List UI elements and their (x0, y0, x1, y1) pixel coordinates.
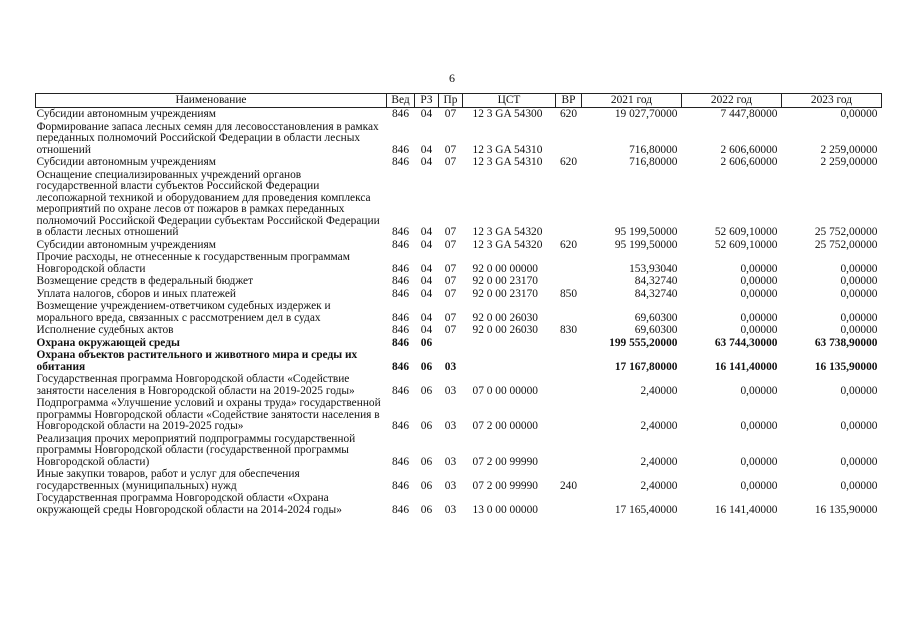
cell-ved: 846 (391, 275, 410, 287)
cell-rz: 06 (420, 479, 433, 492)
cell-rz: 06 (420, 336, 433, 349)
cell-vr: 240 (559, 479, 578, 492)
cell-2021: 84,32740 (634, 275, 678, 287)
cell-2022: 16 141,40000 (714, 503, 778, 516)
cell-ved: 846 (391, 420, 410, 432)
cell-name: Уплата налогов, сборов и иных платежей (36, 287, 236, 300)
cell-ved: 846 (391, 262, 410, 275)
table-row (36, 373, 882, 397)
cell-ved: 846 (391, 143, 410, 156)
cell-cst: 92 0 00 23170 (472, 287, 538, 300)
cell-ved: 846 (391, 503, 410, 516)
cell-ved: 846 (391, 287, 410, 300)
cell-cst: 07 2 00 99990 (472, 479, 538, 492)
cell-rz: 04 (420, 275, 433, 287)
cell-rz: 04 (420, 108, 433, 120)
cell-2023: 25 752,00000 (814, 238, 878, 251)
cell-name: Возмещение учреждением-ответчиком судебных издержек и морального вреда, связанных с рассмотрением дел в судах (36, 300, 331, 324)
cell-2022: 0,00000 (740, 262, 778, 275)
cell-ved: 846 (391, 324, 410, 336)
table-row (36, 433, 882, 469)
cell-cst: 12 3 GA 54300 (472, 108, 543, 120)
cell-name: Возмещение средств в федеральный бюджет (36, 275, 254, 287)
header-2022: 2022 год (682, 94, 782, 108)
cell-2021: 2,40000 (640, 479, 678, 492)
cell-pr: 03 (444, 384, 457, 397)
table-header-row (36, 94, 882, 108)
cell-2022: 52 609,10000 (714, 226, 778, 238)
table-row (36, 397, 882, 433)
cell-ved: 846 (391, 156, 410, 168)
page-number: 6 (449, 71, 455, 85)
cell-2023: 0,00000 (840, 384, 878, 397)
cell-rz: 06 (420, 360, 433, 373)
cell-name: Подпрограмма «Улучшение условий и охраны труда» государственной программы Новгородской области «Содействие занятости населения в Новгородской области на 2019-2025 годы» (36, 397, 381, 432)
cell-ved: 846 (391, 360, 410, 373)
cell-pr (439, 337, 463, 350)
cell-rz: 04 (420, 226, 433, 238)
cell-name: Формирование запаса лесных семян для лесовосстановления в рамках переданных полномочий Российской Федерации в области лесных отношений (36, 120, 379, 156)
table-row (36, 156, 882, 169)
cell-2023: 63 738,90000 (814, 336, 878, 349)
header-name: Наименование (36, 94, 387, 108)
header-vr: ВР (556, 94, 582, 108)
cell-pr: 07 (444, 262, 457, 275)
cell-2023: 25 752,00000 (814, 226, 878, 238)
cell-ved: 846 (391, 455, 410, 468)
cell-cst: 12 3 GA 54310 (472, 143, 543, 156)
cell-rz: 06 (420, 455, 433, 468)
cell-2023: 0,00000 (840, 287, 878, 300)
cell-pr: 07 (444, 108, 457, 120)
cell-2021: 153,93040 (629, 262, 678, 275)
cell-name: Государственная программа Новгородской области «Охрана окружающей среды Новгородской области на 2014-2024 годы» (36, 492, 342, 516)
table-row (36, 121, 882, 157)
cell-vr (556, 251, 582, 275)
cell-2023: 0,00000 (840, 311, 878, 324)
cell-ved: 846 (391, 479, 410, 492)
cell-vr (556, 275, 582, 288)
cell-ved: 846 (391, 311, 410, 324)
cell-rz: 04 (420, 143, 433, 156)
cell-2023: 0,00000 (840, 420, 878, 432)
cell-rz: 04 (420, 287, 433, 300)
cell-vr (556, 373, 582, 397)
cell-cst: 92 0 00 26030 (472, 324, 538, 336)
cell-vr: 620 (559, 156, 578, 168)
table-row (36, 239, 882, 252)
cell-rz: 06 (420, 503, 433, 516)
cell-vr: 850 (559, 287, 578, 300)
cell-2023: 0,00000 (840, 275, 878, 287)
cell-vr (556, 433, 582, 469)
cell-cst: 07 0 00 00000 (472, 384, 538, 397)
table-row (36, 337, 882, 350)
cell-name: Государственная программа Новгородской области «Содействие занятости населения в Новгородской области на 2019-2025 годы» (36, 373, 355, 397)
cell-rz: 04 (420, 324, 433, 336)
header-2021: 2021 год (582, 94, 682, 108)
cell-2023: 0,00000 (840, 479, 878, 492)
cell-rz: 04 (420, 156, 433, 168)
cell-2021: 69,60300 (634, 324, 678, 336)
cell-pr: 03 (444, 479, 457, 492)
cell-vr (556, 492, 582, 516)
cell-pr: 07 (444, 226, 457, 238)
cell-name: Иные закупки товаров, работ и услуг для обеспечения государственных (муниципальных) нужд (36, 468, 300, 492)
cell-2021: 17 167,80000 (614, 360, 678, 373)
header-ved: Вед (387, 94, 415, 108)
header-pr: Пр (439, 94, 463, 108)
cell-name: Субсидии автономным учреждениям (36, 238, 216, 251)
header-cst: ЦСТ (463, 94, 556, 108)
cell-name: Субсидии автономным учреждениям (36, 156, 216, 168)
cell-name: Оснащение специализированных учреждений органов государственной власти субъектов Российской Федерации лесопожарной техникой и оборудованием для проведения комплекса мероприятий по охране лесов от пожаров в рамках переданных полномочий Российской Федерации субъектам Российской Федерации в области лесных отношений (36, 168, 380, 238)
cell-name: Прочие расходы, не отнесенные к государственным программам Новгородской области (36, 251, 350, 275)
cell-2023: 16 135,90000 (814, 360, 878, 373)
cell-pr: 07 (444, 275, 457, 287)
table-row (36, 288, 882, 301)
cell-2021: 716,80000 (629, 143, 678, 156)
cell-name: Охрана окружающей среды (36, 336, 180, 349)
cell-ved: 846 (391, 108, 410, 120)
cell-2021: 84,32740 (634, 287, 678, 300)
table-row (36, 108, 882, 121)
cell-rz: 04 (420, 238, 433, 251)
cell-pr: 07 (444, 156, 457, 168)
cell-2021: 2,40000 (640, 384, 678, 397)
table-row (36, 324, 882, 337)
table-row (36, 468, 882, 492)
cell-pr: 07 (444, 311, 457, 324)
cell-vr (556, 169, 582, 239)
cell-vr (556, 397, 582, 433)
cell-2023: 0,00000 (840, 324, 878, 336)
cell-2023: 0,00000 (840, 108, 878, 120)
cell-cst (463, 349, 556, 373)
cell-pr: 03 (444, 420, 457, 432)
cell-2021: 2,40000 (640, 420, 678, 432)
cell-rz: 04 (420, 311, 433, 324)
cell-cst: 13 0 00 00000 (472, 503, 538, 516)
cell-2022: 63 744,30000 (714, 336, 778, 349)
table-row (36, 300, 882, 324)
cell-rz: 06 (420, 384, 433, 397)
cell-vr (556, 300, 582, 324)
cell-2022: 0,00000 (740, 324, 778, 336)
cell-cst: 07 2 00 00000 (472, 420, 538, 432)
cell-vr (556, 349, 582, 373)
cell-cst: 07 2 00 99990 (472, 455, 538, 468)
header-2023: 2023 год (782, 94, 882, 108)
cell-vr: 830 (559, 324, 578, 336)
cell-ved: 846 (391, 384, 410, 397)
cell-pr: 07 (444, 238, 457, 251)
cell-2021: 716,80000 (629, 156, 678, 168)
cell-2021: 95 199,50000 (614, 238, 678, 251)
header-rz: РЗ (415, 94, 439, 108)
cell-name: Исполнение судебных актов (36, 324, 174, 336)
cell-pr: 03 (444, 455, 457, 468)
cell-cst: 92 0 00 26030 (472, 311, 538, 324)
cell-2022: 2 606,60000 (720, 156, 778, 168)
cell-pr: 03 (444, 360, 457, 373)
budget-table (35, 93, 882, 516)
cell-2022: 2 606,60000 (720, 143, 778, 156)
cell-2022: 0,00000 (740, 311, 778, 324)
cell-2023: 2 259,00000 (820, 156, 878, 168)
cell-2023: 16 135,90000 (814, 503, 878, 516)
cell-2021: 19 027,70000 (614, 108, 678, 120)
cell-cst: 92 0 00 00000 (472, 262, 538, 275)
cell-pr: 03 (444, 503, 457, 516)
cell-2021: 69,60300 (634, 311, 678, 324)
cell-pr: 07 (444, 324, 457, 336)
cell-ved: 846 (391, 336, 410, 349)
table-row (36, 349, 882, 373)
table-row (36, 169, 882, 239)
cell-2023: 0,00000 (840, 262, 878, 275)
cell-2022: 0,00000 (740, 420, 778, 432)
cell-cst: 12 3 GA 54320 (472, 226, 543, 238)
cell-2022: 16 141,40000 (714, 360, 778, 373)
cell-vr (556, 337, 582, 350)
cell-2022: 0,00000 (740, 275, 778, 287)
cell-vr: 620 (559, 108, 578, 120)
cell-2021: 95 199,50000 (614, 226, 678, 238)
cell-cst: 92 0 00 23170 (472, 275, 538, 287)
cell-2023: 0,00000 (840, 455, 878, 468)
cell-pr: 07 (444, 287, 457, 300)
cell-vr (556, 121, 582, 157)
cell-2022: 0,00000 (740, 287, 778, 300)
cell-rz: 04 (420, 262, 433, 275)
cell-2022: 0,00000 (740, 455, 778, 468)
table-body (36, 108, 882, 517)
cell-ved: 846 (391, 226, 410, 238)
table-row (36, 275, 882, 288)
cell-name: Реализация прочих мероприятий подпрограммы государственной программы Новгородской области (государственной программы Новгородской области) (36, 432, 356, 468)
cell-2022: 52 609,10000 (714, 238, 778, 251)
cell-2023: 2 259,00000 (820, 143, 878, 156)
cell-cst: 12 3 GA 54310 (472, 156, 543, 168)
cell-cst: 12 3 GA 54320 (472, 238, 543, 251)
cell-2022: 0,00000 (740, 479, 778, 492)
table-row (36, 492, 882, 516)
cell-2021: 199 555,20000 (609, 336, 678, 349)
table-row (36, 251, 882, 275)
cell-pr: 07 (444, 143, 457, 156)
cell-vr: 620 (559, 238, 578, 251)
cell-2022: 7 447,80000 (720, 108, 778, 120)
cell-2021: 2,40000 (640, 455, 678, 468)
cell-name: Охрана объектов растительного и животного мира и среды их обитания (36, 349, 358, 373)
cell-ved: 846 (391, 238, 410, 251)
cell-rz: 06 (420, 420, 433, 432)
cell-2022: 0,00000 (740, 384, 778, 397)
cell-cst (463, 337, 556, 350)
cell-name: Субсидии автономным учреждениям (36, 108, 216, 120)
cell-2021: 17 165,40000 (614, 503, 678, 516)
